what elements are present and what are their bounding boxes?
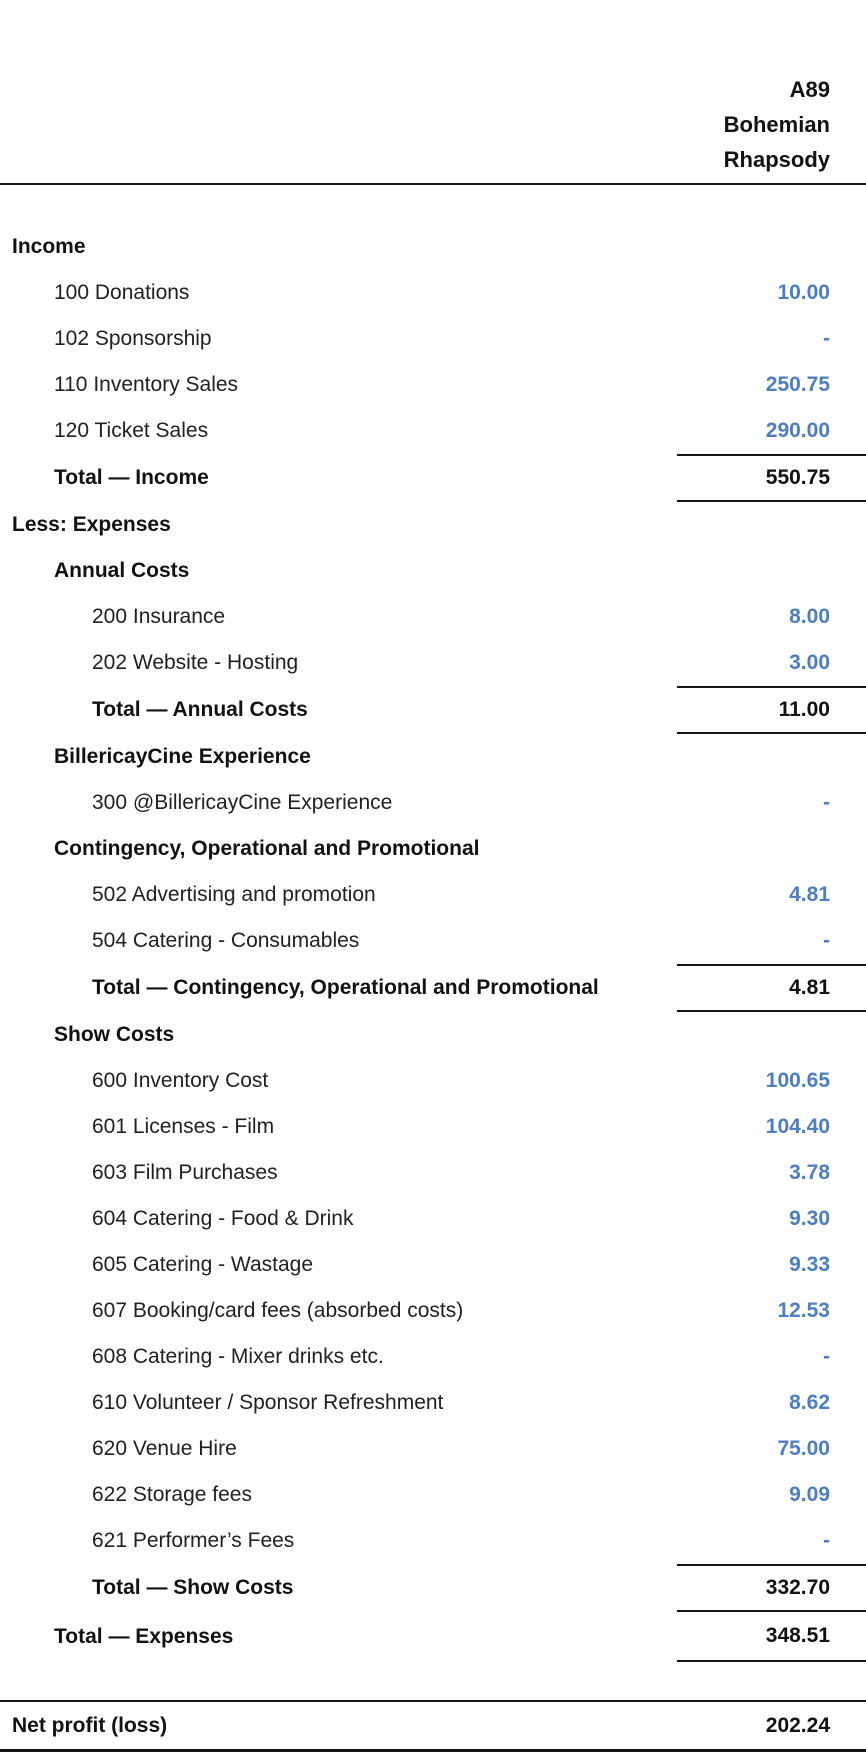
account-row — [0, 1472, 866, 1518]
account-label: 300 @BillericayCine Experience — [92, 791, 393, 814]
column-header — [0, 0, 866, 177]
total-label: Total — Annual Costs — [92, 698, 308, 721]
account-row — [0, 1518, 866, 1564]
account-value-link[interactable]: - — [823, 1345, 830, 1368]
account-row — [0, 1196, 866, 1242]
account-label: 610 Volunteer / Sponsor Refreshment — [92, 1391, 444, 1414]
account-label: 504 Catering - Consumables — [92, 929, 360, 952]
section-label: Contingency, Operational and Promotional — [54, 837, 480, 860]
account-value-link[interactable]: - — [823, 929, 830, 952]
account-label: 621 Performer’s Fees — [92, 1529, 295, 1552]
account-row — [0, 1334, 866, 1380]
section-row — [0, 826, 866, 872]
total-value: 4.81 — [677, 964, 866, 1012]
account-row — [0, 1426, 866, 1472]
account-row — [0, 780, 866, 826]
account-value-link[interactable]: 4.81 — [789, 883, 830, 906]
column-header-line: Bohemian — [723, 112, 830, 137]
account-label: 102 Sponsorship — [54, 327, 212, 350]
net-label: Net profit (loss) — [12, 1713, 168, 1737]
account-row — [0, 270, 866, 316]
account-value-link[interactable]: 12.53 — [777, 1299, 830, 1322]
account-label: 607 Booking/card fees (absorbed costs) — [92, 1299, 464, 1322]
account-label: 604 Catering - Food & Drink — [92, 1207, 354, 1230]
account-row — [0, 408, 866, 454]
total-label: Total — Income — [54, 466, 209, 489]
section-label: BillericayCine Experience — [54, 745, 311, 768]
total-label: Total — Show Costs — [92, 1576, 294, 1599]
net-value: 202.24 — [765, 1713, 830, 1737]
section-label: Show Costs — [54, 1023, 175, 1046]
account-row — [0, 1242, 866, 1288]
account-row — [0, 1058, 866, 1104]
report-header — [0, 0, 866, 185]
account-label: 100 Donations — [54, 281, 190, 304]
section-row — [0, 502, 866, 548]
total-row — [0, 1564, 866, 1612]
account-value-link[interactable]: 75.00 — [777, 1437, 830, 1460]
account-label: 202 Website - Hosting — [92, 651, 299, 674]
account-value-link[interactable]: 290.00 — [765, 419, 830, 442]
section-label: Income — [12, 235, 86, 258]
net-profit-row — [0, 1700, 866, 1752]
account-value-link[interactable]: 250.75 — [765, 373, 830, 396]
total-value: 332.70 — [677, 1564, 866, 1612]
total-row — [0, 686, 866, 734]
account-row — [0, 1288, 866, 1334]
account-row — [0, 362, 866, 408]
account-value-link[interactable]: - — [823, 327, 830, 350]
total-value: 550.75 — [677, 454, 866, 502]
account-row — [0, 872, 866, 918]
account-row — [0, 594, 866, 640]
account-value-link[interactable]: 104.40 — [765, 1115, 830, 1138]
account-value-link[interactable]: 10.00 — [777, 281, 830, 304]
account-value-link[interactable]: 9.33 — [789, 1253, 830, 1276]
account-row — [0, 918, 866, 964]
total-row — [0, 964, 866, 1012]
account-label: 601 Licenses - Film — [92, 1115, 275, 1138]
total-label: Total — Contingency, Operational and Promotional — [92, 976, 599, 999]
section-row — [0, 734, 866, 780]
account-label: 622 Storage fees — [92, 1483, 252, 1506]
column-header-line: A89 — [789, 77, 830, 102]
account-row — [0, 316, 866, 362]
total-label: Total — Expenses — [54, 1625, 234, 1648]
total-value: 348.51 — [677, 1612, 866, 1662]
column-header-line: Rhapsody — [723, 147, 830, 172]
total-row — [0, 454, 866, 502]
account-value-link[interactable]: 8.62 — [789, 1391, 830, 1414]
section-row — [0, 548, 866, 594]
account-label: 603 Film Purchases — [92, 1161, 278, 1184]
account-value-link[interactable]: 9.30 — [789, 1207, 830, 1230]
section-label: Less: Expenses — [12, 513, 171, 536]
account-label: 600 Inventory Cost — [92, 1069, 269, 1092]
account-row — [0, 1150, 866, 1196]
account-value-link[interactable]: 3.00 — [789, 651, 830, 674]
total-row — [0, 1612, 866, 1662]
account-value-link[interactable]: - — [823, 1529, 830, 1552]
account-label: 120 Ticket Sales — [54, 419, 209, 442]
account-value-link[interactable]: 100.65 — [765, 1069, 830, 1092]
report-rows — [0, 224, 866, 1752]
account-label: 200 Insurance — [92, 605, 226, 628]
section-label: Annual Costs — [54, 559, 190, 582]
account-row — [0, 640, 866, 686]
account-label: 620 Venue Hire — [92, 1437, 237, 1460]
section-row — [0, 224, 866, 270]
account-value-link[interactable]: 9.09 — [789, 1483, 830, 1506]
account-value-link[interactable]: 3.78 — [789, 1161, 830, 1184]
account-label: 605 Catering - Wastage — [92, 1253, 314, 1276]
account-label: 608 Catering - Mixer drinks etc. — [92, 1345, 384, 1368]
account-row — [0, 1104, 866, 1150]
account-label: 502 Advertising and promotion — [92, 883, 376, 906]
account-value-link[interactable]: - — [823, 791, 830, 814]
account-label: 110 Inventory Sales — [54, 373, 239, 396]
total-value: 11.00 — [677, 686, 866, 734]
account-row — [0, 1380, 866, 1426]
section-row — [0, 1012, 866, 1058]
account-value-link[interactable]: 8.00 — [789, 605, 830, 628]
